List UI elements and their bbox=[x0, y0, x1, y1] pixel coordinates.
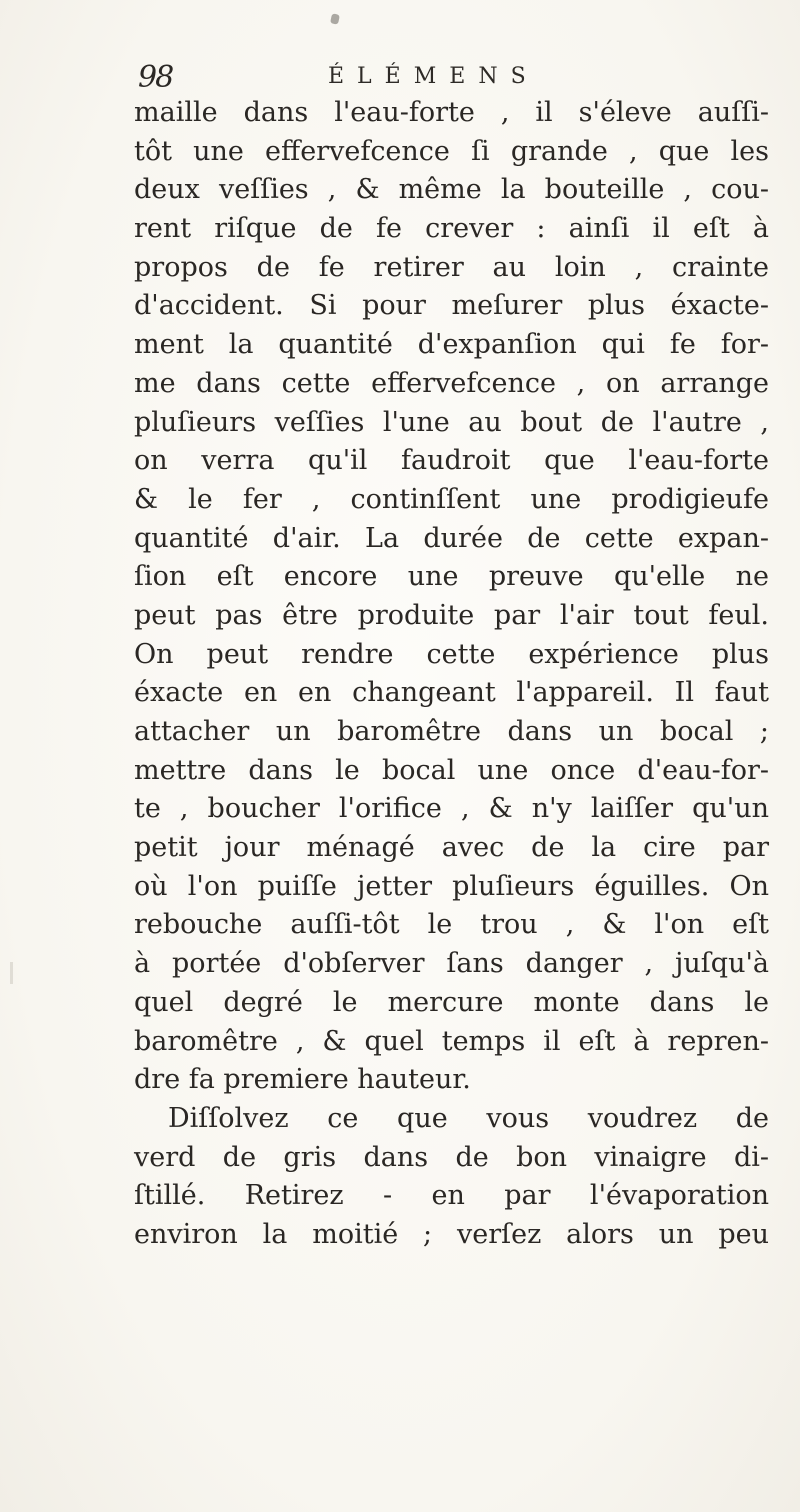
page-edge-mark bbox=[10, 962, 13, 984]
text-line: verd de gris dans de bon vinaigre di- bbox=[134, 1141, 769, 1173]
text-line: On peut rendre cette expérience plus bbox=[134, 638, 769, 670]
text-line: mettre dans le bocal une once d'eau-for- bbox=[134, 754, 769, 786]
text-line: quel degré le mercure monte dans le bbox=[134, 986, 769, 1018]
ink-blot bbox=[330, 13, 340, 24]
text-line: & le fer , continſſent une prodigieufe bbox=[134, 483, 769, 515]
body-text bbox=[134, 94, 769, 1255]
text-line: ſtillé. Retirez - en par l'évaporation bbox=[134, 1180, 769, 1212]
text-line: à portée d'obſerver ſans danger , juſqu'à bbox=[134, 948, 769, 980]
text-line: environ la moitié ; verſez alors un peu bbox=[134, 1218, 769, 1250]
text-line: d'accident. Si pour meſurer plus éxacte- bbox=[134, 290, 769, 322]
text-line: te , boucher l'orifice , & n'y laiſſer qu'un bbox=[134, 793, 769, 825]
text-line: maille dans l'eau-forte , il s'éleve auſſi- bbox=[134, 97, 769, 128]
text-line: me dans cette effervefcence , on arrange bbox=[134, 367, 769, 399]
text-line: rebouche auſſi-tôt le trou , & l'on eſt bbox=[134, 909, 769, 941]
page-number: 98 bbox=[138, 60, 173, 95]
text-line-paragraph-start: Diſſolvez ce que vous voudrez de bbox=[168, 1102, 769, 1134]
text-line-paragraph-end: dre fa premiere hauteur. bbox=[134, 1064, 471, 1096]
text-line: baromêtre , & quel temps il eſt à repren- bbox=[134, 1025, 769, 1057]
running-head: ÉLÉMENS bbox=[328, 64, 539, 89]
text-line: ſion eſt encore une preuve qu'elle ne bbox=[134, 561, 769, 593]
text-line: quantité d'air. La durée de cette expan- bbox=[134, 522, 769, 554]
text-line: ment la quantité d'expanſion qui fe for- bbox=[134, 329, 769, 361]
text-line: attacher un baromêtre dans un bocal ; bbox=[134, 716, 769, 747]
text-line: pluſieurs veſſies l'une au bout de l'autre , bbox=[134, 406, 769, 438]
text-line: rent riſque de fe crever : ainſi il eſt à bbox=[134, 213, 769, 245]
text-line: où l'on puiſſe jetter pluſieurs éguilles. On bbox=[134, 870, 769, 902]
text-line: tôt une effervefcence ſi grande , que les bbox=[134, 135, 769, 167]
text-line: peut pas être produite par l'air tout feul. bbox=[134, 599, 769, 631]
text-line: éxacte en en changeant l'appareil. Il faut bbox=[134, 677, 769, 709]
text-line: deux veſſies , & même la bouteille , cou- bbox=[134, 174, 769, 206]
text-line: on verra qu'il faudroit que l'eau-forte bbox=[134, 445, 769, 477]
text-line: propos de fe retirer au loin , crainte bbox=[134, 251, 769, 283]
text-line: petit jour ménagé avec de la cire par bbox=[134, 832, 769, 864]
page-header bbox=[138, 56, 758, 96]
